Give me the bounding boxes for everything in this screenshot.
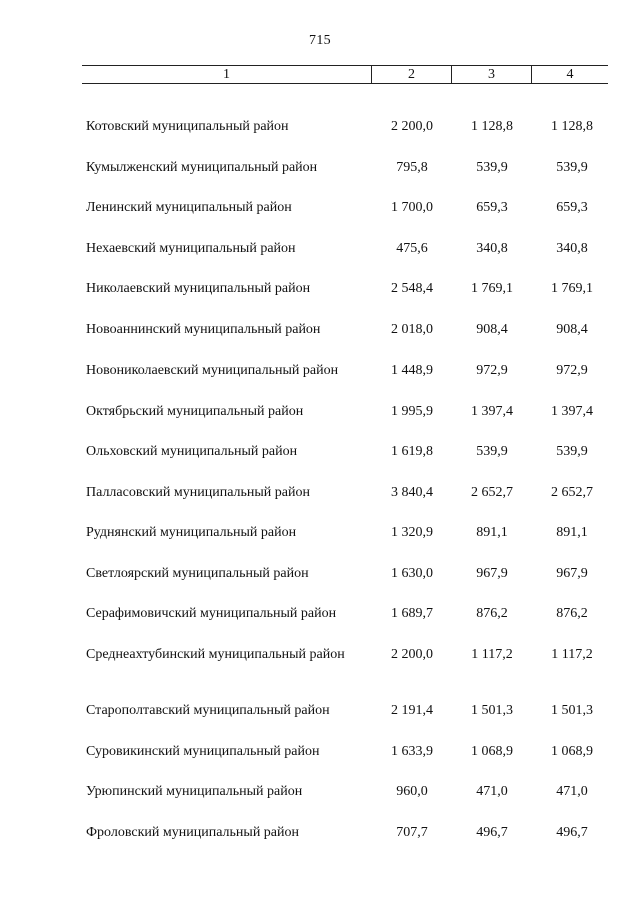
value-col-4: 1 397,4 [551,404,593,419]
district-name: Николаевский муниципальный район [86,281,311,296]
page-number: 715 [309,33,331,48]
district-name: Среднеахтубинский муниципальный район [86,647,345,662]
value-col-2: 1 995,9 [391,404,433,419]
value-col-2: 2 200,0 [391,647,433,662]
district-name: Фроловский муниципальный район [86,825,300,840]
value-col-2: 1 689,7 [391,606,433,621]
value-col-4: 2 652,7 [551,485,593,500]
value-col-2: 2 018,0 [391,322,433,337]
value-col-3: 876,2 [476,606,508,621]
value-col-3: 659,3 [476,200,508,215]
value-col-3: 539,9 [476,444,508,459]
value-col-2: 3 840,4 [391,485,433,500]
value-col-4: 908,4 [556,322,588,337]
value-col-4: 539,9 [556,160,588,175]
value-col-2: 475,6 [396,241,428,256]
value-col-2: 2 200,0 [391,119,433,134]
value-col-3: 1 769,1 [471,281,513,296]
column-header-2: 2 [372,66,452,83]
value-col-2: 960,0 [396,784,428,799]
value-col-2: 1 633,9 [391,744,433,759]
district-name: Руднянский муниципальный район [86,525,297,540]
district-name: Новониколаевский муниципальный район [86,363,339,378]
value-col-3: 471,0 [476,784,508,799]
district-name: Светлоярский муниципальный район [86,566,309,581]
district-name: Новоаннинский муниципальный район [86,322,321,337]
value-col-4: 1 117,2 [551,647,593,662]
value-col-2: 1 320,9 [391,525,433,540]
table-header-row [82,65,608,84]
value-col-4: 340,8 [556,241,588,256]
value-col-2: 1 448,9 [391,363,433,378]
value-col-4: 891,1 [556,525,588,540]
value-col-3: 1 501,3 [471,703,513,718]
value-col-2: 1 619,8 [391,444,433,459]
value-col-3: 908,4 [476,322,508,337]
value-col-4: 1 068,9 [551,744,593,759]
value-col-2: 2 548,4 [391,281,433,296]
district-name: Октябрьский муниципальный район [86,404,304,419]
data-table [82,65,608,840]
value-col-2: 795,8 [396,160,428,175]
value-col-2: 707,7 [396,825,428,840]
district-name: Суровикинский муниципальный район [86,744,320,759]
value-col-2: 1 700,0 [391,200,433,215]
value-col-4: 967,9 [556,566,588,581]
value-col-4: 1 769,1 [551,281,593,296]
district-name: Ленинский муниципальный район [86,200,292,215]
value-col-3: 891,1 [476,525,508,540]
value-col-4: 876,2 [556,606,588,621]
value-col-3: 967,9 [476,566,508,581]
district-name: Старополтавский муниципальный район [86,703,330,718]
column-header-4: 4 [566,67,574,82]
value-col-4: 972,9 [556,363,588,378]
district-name: Котовский муниципальный район [86,119,289,134]
value-col-2: 1 630,0 [391,566,433,581]
value-col-3: 1 117,2 [471,647,513,662]
value-col-4: 471,0 [556,784,588,799]
column-header-1: 1 [82,66,372,83]
value-col-4: 659,3 [556,200,588,215]
value-col-3: 340,8 [476,241,508,256]
value-col-3: 1 397,4 [471,404,513,419]
value-col-4: 539,9 [556,444,588,459]
value-col-2: 2 191,4 [391,703,433,718]
value-col-3: 496,7 [476,825,508,840]
value-col-3: 539,9 [476,160,508,175]
district-name: Серафимовичский муниципальный район [86,606,337,621]
value-col-3: 2 652,7 [471,485,513,500]
value-col-3: 972,9 [476,363,508,378]
district-name: Урюпинский муниципальный район [86,784,303,799]
district-name: Кумылженский муниципальный район [86,160,318,175]
value-col-4: 496,7 [556,825,588,840]
value-col-4: 1 128,8 [551,119,593,134]
district-name: Ольховский муниципальный район [86,444,298,459]
district-name: Нехаевский муниципальный район [86,241,296,256]
value-col-3: 1 068,9 [471,744,513,759]
value-col-3: 1 128,8 [471,119,513,134]
value-col-4: 1 501,3 [551,703,593,718]
district-name: Палласовский муниципальный район [86,485,310,500]
column-header-3: 3 [452,66,532,83]
